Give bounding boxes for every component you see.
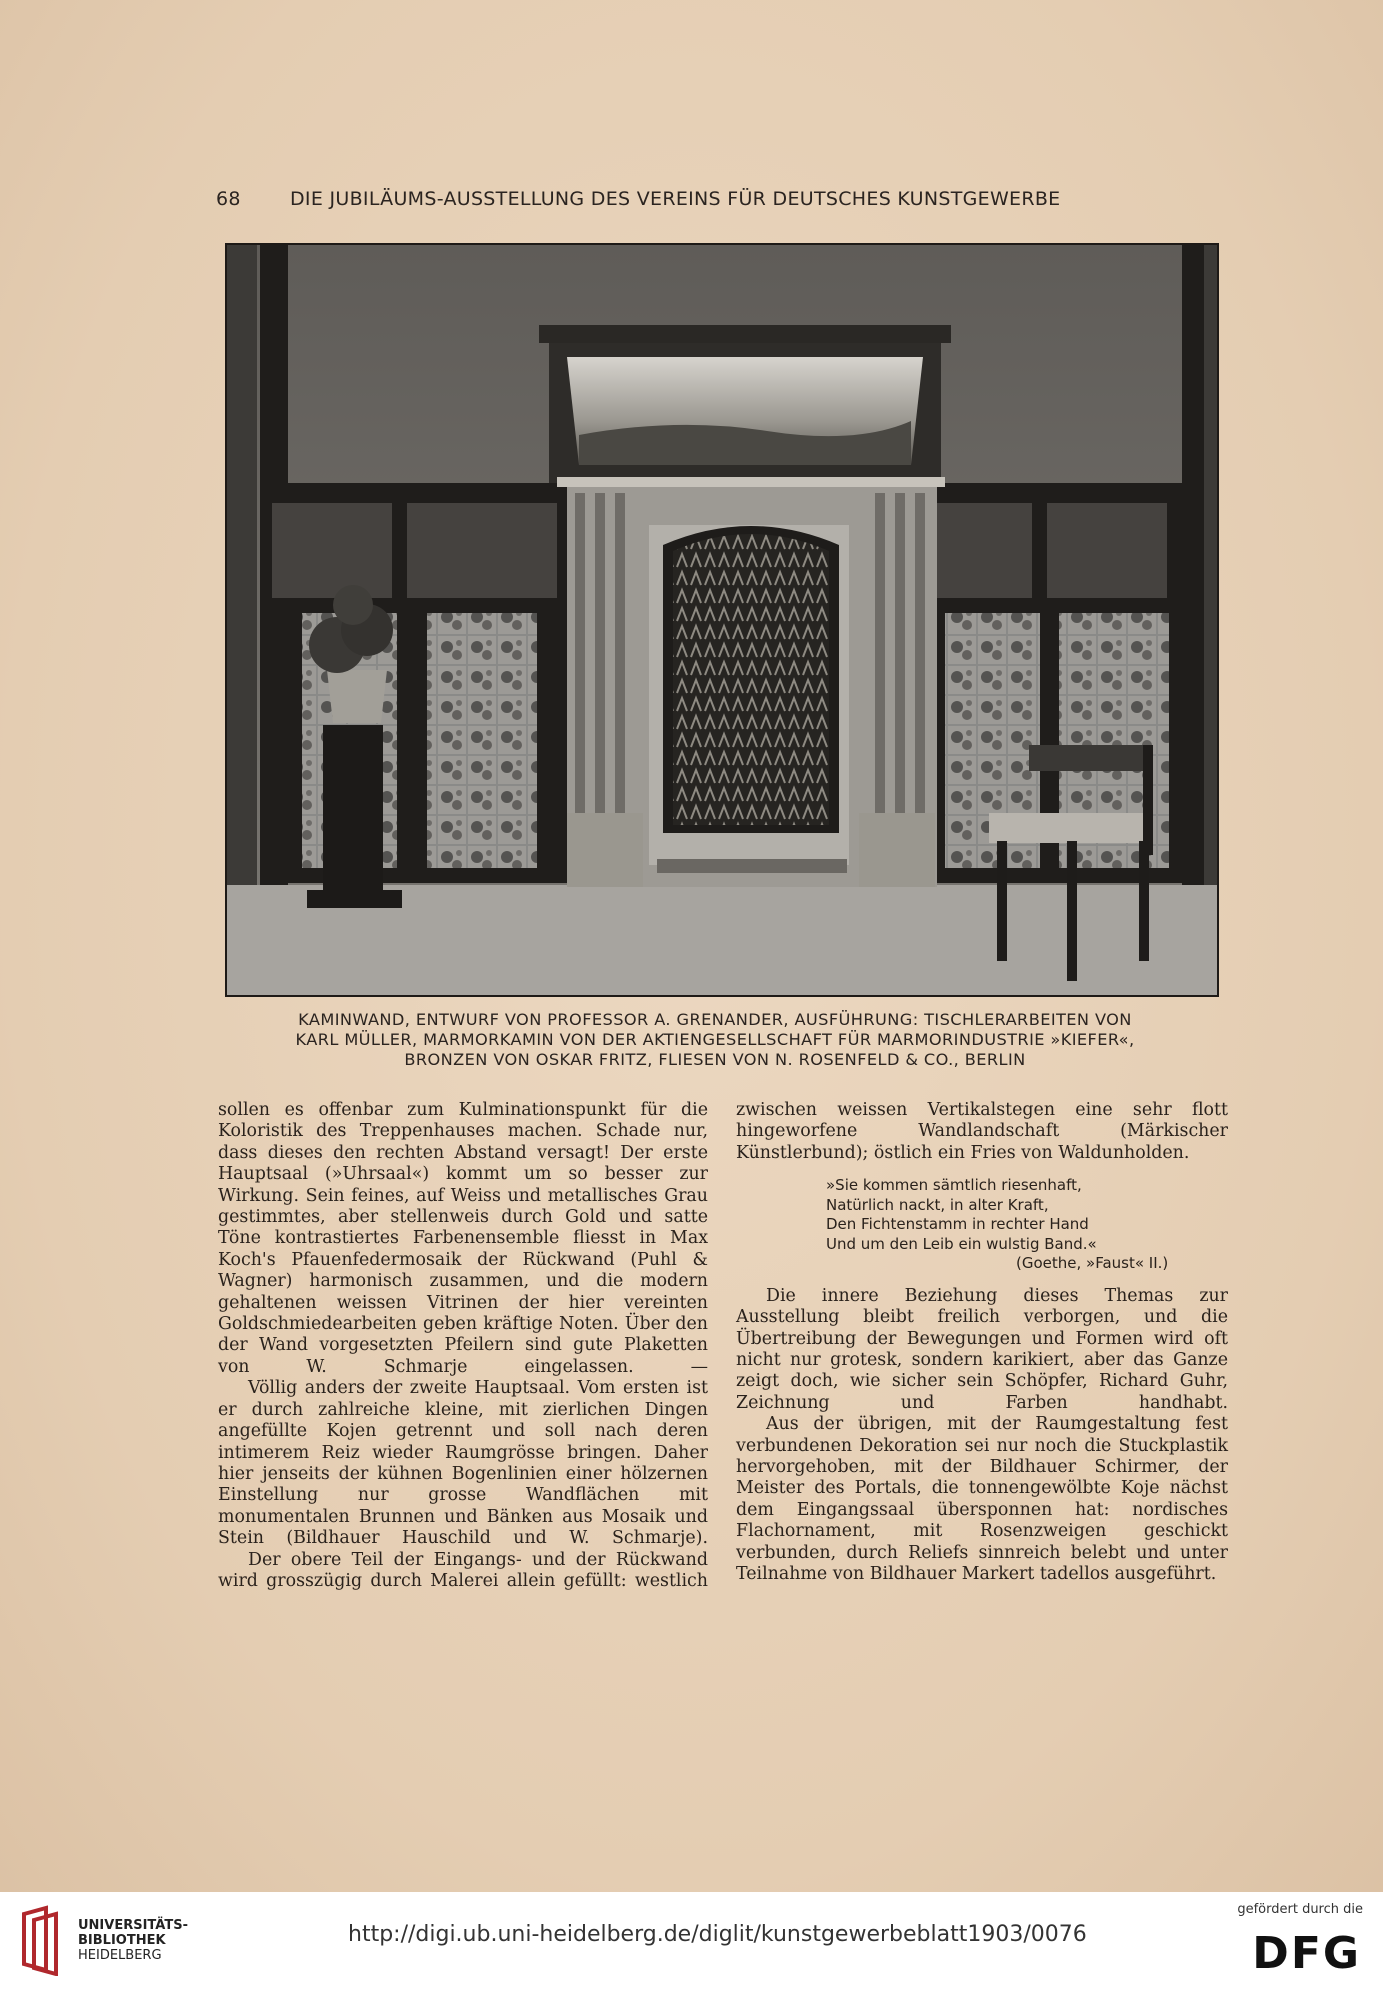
library-name-line: BIBLIOTHEK bbox=[78, 1933, 166, 1948]
running-header bbox=[216, 188, 1156, 214]
paragraph: sollen es offenbar zum Kulminationspunkt für die Koloristik des Treppenhauses machen. Schade nur, dass dieses den rechten Abstand versagt! Der erste Hauptsaal (»Uhrsaal«) kommt um so besser zur Wirkung. Sein feines, auf Weiss und metallisches Grau gestimmtes, aber stellenweis durch Gold und satte Töne kontrastiertes Farbenensemble fliesst in Max Koch's Pfauenfedermosaik der Rückwand (Puhl & Wagner) harmonisch zusammen, und die modern gehaltenen weissen Vitrinen der hier vereinten Goldschmiedearbeiten geben kräftige Noten. Über den der Wand vorgesetzten Pfeilern sind gute Plaketten von W. Schmarje eingelassen. — bbox=[218, 1100, 708, 1377]
paragraph: Aus der übrigen, mit der Raumgestaltung fest verbundenen Dekoration sei nur noch die Stuckplastik hervorgehoben, mit der Bildhauer Schirmer, der Meister des Portals, die tonnengewölbte Koje nächst dem Eingangssaal übersponnen hat: nordisches Flachornament, mit Rosenzweigen geschickt verbunden, durch Reliefs sinnreich belebt und unter Teilnahme von Bildhauer Markert tadellos ausgeführt. bbox=[736, 1414, 1228, 1584]
quote-line: Den Fichtenstamm in rechter Hand bbox=[826, 1215, 1089, 1234]
paragraph: zwischen weissen Vertikalstegen eine sehr flott hingeworfene Wandlandschaft (Märkischer Künstlerbund); östlich ein Fries von Waldunholden. bbox=[736, 1100, 1228, 1163]
library-name-line: UNIVERSITÄTS- bbox=[78, 1918, 188, 1933]
permalink-url[interactable]: http://digi.ub.uni-heidelberg.de/diglit/kunstgewerbeblatt1903/0076 bbox=[348, 1922, 1087, 1947]
right-column bbox=[736, 1100, 1228, 1585]
quote-line: »Sie kommen sämtlich riesenhaft, bbox=[826, 1176, 1082, 1195]
figure-caption bbox=[200, 1010, 1230, 1070]
caption-line: BRONZEN VON OSKAR FRITZ, FLIESEN VON N. ROSENFELD & CO., BERLIN bbox=[404, 1050, 1026, 1069]
paragraph: Der obere Teil der Eingangs- und der Rückwand wird grosszügig durch Malerei allein gefüllt: westlich bbox=[218, 1549, 708, 1591]
paragraph: Völlig anders der zweite Hauptsaal. Vom ersten ist er durch zahlreiche kleine, mit zierlichen Dingen angefüllte Kojen getrennt und soll nach deren intimerem Reiz wieder Raumgrösse bringen. Daher hier jenseits der kühnen Bogenlinien einer hölzernen Einstellung nur grosse Wandflächen mit monumentalen Brunnen und Bänken aus Mosaik und Stein (Bildhauer Hauschild und W. Schmarje). bbox=[218, 1378, 708, 1549]
funding-note: gefördert durch die bbox=[1237, 1902, 1363, 1917]
library-name bbox=[78, 1918, 188, 1963]
caption-line: KAMINWAND, ENTWURF VON PROFESSOR A. GRENANDER, AUSFÜHRUNG: TISCHLERARBEITEN VON bbox=[298, 1010, 1132, 1029]
library-name-line: HEIDELBERG bbox=[78, 1948, 162, 1963]
left-column bbox=[218, 1100, 708, 1592]
dfg-logo[interactable]: DFG bbox=[1252, 1928, 1361, 1979]
university-library-logo[interactable] bbox=[16, 1904, 70, 1976]
running-title: DIE JUBILÄUMS-AUSSTELLUNG DES VEREINS FÜR DEUTSCHES KUNSTGEWERBE bbox=[290, 188, 1061, 210]
quote-line: Und um den Leib ein wulstig Band.« bbox=[826, 1234, 1097, 1253]
digitization-footer bbox=[0, 1892, 1383, 1990]
quote-line: Natürlich nackt, in alter Kraft, bbox=[826, 1195, 1049, 1214]
quote-source: (Goethe, »Faust« II.) bbox=[1016, 1254, 1169, 1273]
goethe-quote bbox=[826, 1176, 1228, 1274]
fireplace-wall-photograph bbox=[225, 243, 1219, 997]
paragraph: Die innere Beziehung dieses Themas zur Ausstellung bleibt freilich verborgen, und die Übertreibung der Bewegungen und Formen wird oft nicht nur grotesk, sondern karikiert, aber das Ganze zeigt doch, wie sicher sein Schöpfer, Richard Guhr, Zeichnung und Farben handhabt. bbox=[736, 1285, 1228, 1413]
page-number: 68 bbox=[216, 188, 241, 210]
caption-line: KARL MÜLLER, MARMORKAMIN VON DER AKTIENGESELLSCHAFT FÜR MARMORINDUSTRIE »KIEFER«, bbox=[295, 1030, 1135, 1049]
